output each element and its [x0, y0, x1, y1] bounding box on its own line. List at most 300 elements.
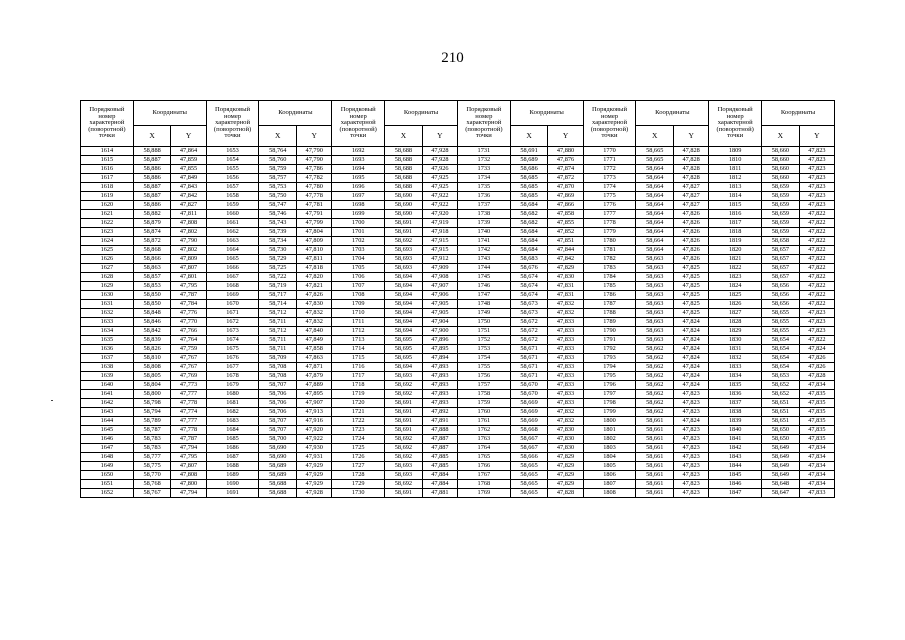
cell-x: 58,760	[259, 156, 297, 165]
table-row	[81, 273, 835, 282]
cell-x: 58,707	[259, 381, 297, 390]
cell-x: 58,688	[385, 165, 423, 174]
cell-y: 47,826	[674, 237, 709, 246]
cell-x: 58,657	[762, 246, 800, 255]
cell-y: 47,834	[799, 480, 834, 489]
cell-x: 58,684	[510, 246, 548, 255]
cell-y: 47,777	[171, 390, 206, 399]
header-y: Y	[171, 126, 206, 147]
cell-x: 58,664	[636, 228, 674, 237]
cell-y: 47,826	[674, 228, 709, 237]
cell-y: 47,790	[297, 156, 332, 165]
header-y: Y	[422, 126, 457, 147]
cell-y: 47,795	[171, 282, 206, 291]
cell-y: 47,830	[548, 435, 583, 444]
cell-point-number: 1745	[457, 273, 510, 282]
header-x: X	[636, 126, 674, 147]
cell-y: 47,823	[674, 399, 709, 408]
cell-x: 58,663	[636, 318, 674, 327]
cell-y: 47,870	[548, 183, 583, 192]
cell-point-number: 1831	[709, 345, 762, 354]
cell-point-number: 1847	[709, 489, 762, 498]
cell-x: 58,663	[636, 291, 674, 300]
cell-x: 58,676	[510, 264, 548, 273]
cell-y: 47,786	[297, 165, 332, 174]
cell-y: 47,829	[548, 480, 583, 489]
cell-x: 58,887	[133, 183, 171, 192]
cell-y: 47,832	[548, 408, 583, 417]
cell-x: 58,664	[636, 246, 674, 255]
cell-x: 58,691	[385, 426, 423, 435]
cell-x: 58,800	[133, 390, 171, 399]
cell-point-number: 1787	[583, 300, 636, 309]
cell-y: 47,887	[422, 435, 457, 444]
cell-x: 58,659	[762, 192, 800, 201]
cell-x: 58,694	[385, 300, 423, 309]
cell-x: 58,666	[510, 453, 548, 462]
cell-point-number: 1639	[81, 372, 134, 381]
cell-y: 47,828	[674, 156, 709, 165]
cell-y: 47,900	[422, 327, 457, 336]
cell-y: 47,859	[171, 156, 206, 165]
cell-y: 47,895	[297, 390, 332, 399]
cell-point-number: 1697	[332, 192, 385, 201]
cell-y: 47,855	[171, 165, 206, 174]
cell-x: 58,649	[762, 471, 800, 480]
table-row	[81, 426, 835, 435]
cell-x: 58,808	[133, 363, 171, 372]
cell-point-number: 1802	[583, 435, 636, 444]
table-row	[81, 489, 835, 498]
cell-y: 47,849	[171, 174, 206, 183]
cell-y: 47,833	[548, 363, 583, 372]
header-point-number: Порядковый номер характерной (поворотной) точки	[206, 101, 259, 147]
cell-y: 47,830	[548, 444, 583, 453]
cell-point-number: 1750	[457, 318, 510, 327]
header-coordinates: Координаты	[133, 101, 206, 126]
cell-point-number: 1685	[206, 435, 259, 444]
cell-y: 47,823	[674, 453, 709, 462]
cell-x: 58,842	[133, 327, 171, 336]
cell-point-number: 1692	[332, 147, 385, 156]
cell-point-number: 1691	[206, 489, 259, 498]
cell-x: 58,682	[510, 210, 548, 219]
cell-y: 47,920	[297, 426, 332, 435]
cell-point-number: 1675	[206, 345, 259, 354]
cell-x: 58,663	[636, 300, 674, 309]
cell-point-number: 1690	[206, 480, 259, 489]
cell-y: 47,810	[297, 246, 332, 255]
cell-point-number: 1770	[583, 147, 636, 156]
cell-x: 58,656	[762, 300, 800, 309]
cell-point-number: 1800	[583, 417, 636, 426]
cell-point-number: 1701	[332, 228, 385, 237]
cell-y: 47,822	[799, 291, 834, 300]
cell-point-number: 1653	[206, 147, 259, 156]
cell-x: 58,662	[636, 345, 674, 354]
cell-y: 47,773	[171, 381, 206, 390]
cell-y: 47,828	[674, 147, 709, 156]
header-point-number: Порядковый номер характерной (поворотной) точки	[457, 101, 510, 147]
cell-x: 58,826	[133, 345, 171, 354]
cell-point-number: 1729	[332, 480, 385, 489]
table-row	[81, 210, 835, 219]
cell-x: 58,657	[762, 255, 800, 264]
cell-x: 58,663	[636, 255, 674, 264]
cell-x: 58,661	[636, 471, 674, 480]
cell-x: 58,663	[636, 309, 674, 318]
cell-y: 47,824	[674, 345, 709, 354]
cell-x: 58,691	[385, 417, 423, 426]
table-row	[81, 147, 835, 156]
cell-x: 58,691	[385, 489, 423, 498]
cell-x: 58,664	[636, 183, 674, 192]
cell-y: 47,893	[422, 363, 457, 372]
table-row	[81, 219, 835, 228]
cell-point-number: 1824	[709, 282, 762, 291]
cell-x: 58,863	[133, 264, 171, 273]
cell-y: 47,928	[422, 147, 457, 156]
cell-x: 58,669	[510, 408, 548, 417]
cell-x: 58,662	[636, 390, 674, 399]
cell-point-number: 1669	[206, 291, 259, 300]
cell-y: 47,822	[799, 219, 834, 228]
cell-point-number: 1792	[583, 345, 636, 354]
cell-y: 47,780	[297, 183, 332, 192]
cell-point-number: 1674	[206, 336, 259, 345]
cell-point-number: 1747	[457, 291, 510, 300]
cell-x: 58,658	[762, 237, 800, 246]
cell-y: 47,887	[422, 444, 457, 453]
cell-x: 58,661	[636, 435, 674, 444]
cell-y: 47,925	[422, 174, 457, 183]
header-y: Y	[674, 126, 709, 147]
cell-x: 58,674	[510, 273, 548, 282]
cell-point-number: 1845	[709, 471, 762, 480]
cell-point-number: 1797	[583, 390, 636, 399]
cell-y: 47,892	[422, 408, 457, 417]
cell-point-number: 1807	[583, 480, 636, 489]
cell-y: 47,823	[674, 462, 709, 471]
cell-y: 47,824	[674, 354, 709, 363]
cell-y: 47,894	[422, 354, 457, 363]
header-point-number: Порядковый номер характерной (поворотной) точки	[81, 101, 134, 147]
cell-point-number: 1683	[206, 417, 259, 426]
cell-x: 58,654	[762, 345, 800, 354]
cell-point-number: 1777	[583, 210, 636, 219]
cell-point-number: 1773	[583, 174, 636, 183]
cell-x: 58,665	[510, 471, 548, 480]
cell-point-number: 1716	[332, 363, 385, 372]
cell-x: 58,691	[385, 408, 423, 417]
cell-point-number: 1843	[709, 453, 762, 462]
cell-x: 58,648	[762, 480, 800, 489]
cell-y: 47,895	[422, 345, 457, 354]
cell-y: 47,831	[548, 282, 583, 291]
table-row	[81, 462, 835, 471]
cell-point-number: 1665	[206, 255, 259, 264]
cell-point-number: 1841	[709, 435, 762, 444]
cell-point-number: 1634	[81, 327, 134, 336]
cell-y: 47,826	[674, 255, 709, 264]
cell-point-number: 1720	[332, 399, 385, 408]
cell-point-number: 1689	[206, 471, 259, 480]
cell-x: 58,692	[385, 390, 423, 399]
header-coordinates: Координаты	[510, 101, 583, 126]
cell-y: 47,782	[297, 174, 332, 183]
cell-point-number: 1818	[709, 228, 762, 237]
cell-point-number: 1822	[709, 264, 762, 273]
cell-y: 47,825	[674, 264, 709, 273]
cell-y: 47,825	[674, 300, 709, 309]
cell-y: 47,767	[171, 363, 206, 372]
table-row	[81, 390, 835, 399]
cell-y: 47,759	[171, 345, 206, 354]
cell-y: 47,833	[548, 327, 583, 336]
cell-y: 47,823	[799, 309, 834, 318]
coordinates-table	[80, 100, 835, 498]
header-x: X	[133, 126, 171, 147]
cell-point-number: 1778	[583, 219, 636, 228]
cell-x: 58,690	[385, 192, 423, 201]
cell-x: 58,664	[636, 237, 674, 246]
cell-point-number: 1679	[206, 381, 259, 390]
table-row	[81, 237, 835, 246]
cell-y: 47,823	[674, 489, 709, 498]
cell-x: 58,684	[510, 201, 548, 210]
header-x: X	[510, 126, 548, 147]
cell-y: 47,823	[674, 444, 709, 453]
cell-x: 58,691	[385, 228, 423, 237]
cell-x: 58,659	[762, 183, 800, 192]
cell-x: 58,711	[259, 345, 297, 354]
table-row	[81, 372, 835, 381]
cell-y: 47,907	[422, 282, 457, 291]
cell-y: 47,884	[422, 471, 457, 480]
cell-y: 47,778	[297, 192, 332, 201]
cell-y: 47,824	[674, 318, 709, 327]
cell-point-number: 1615	[81, 156, 134, 165]
cell-point-number: 1702	[332, 237, 385, 246]
cell-y: 47,928	[422, 156, 457, 165]
table-row	[81, 309, 835, 318]
cell-point-number: 1808	[583, 489, 636, 498]
cell-y: 47,874	[548, 165, 583, 174]
cell-y: 47,871	[297, 363, 332, 372]
cell-x: 58,747	[259, 201, 297, 210]
cell-y: 47,826	[674, 210, 709, 219]
cell-y: 47,904	[422, 318, 457, 327]
cell-point-number: 1784	[583, 273, 636, 282]
cell-y: 47,885	[422, 462, 457, 471]
cell-point-number: 1711	[332, 318, 385, 327]
cell-x: 58,689	[510, 156, 548, 165]
cell-y: 47,808	[171, 219, 206, 228]
cell-point-number: 1616	[81, 165, 134, 174]
cell-x: 58,673	[510, 300, 548, 309]
cell-x: 58,692	[385, 435, 423, 444]
cell-point-number: 1823	[709, 273, 762, 282]
cell-point-number: 1640	[81, 381, 134, 390]
cell-point-number: 1755	[457, 363, 510, 372]
cell-x: 58,662	[636, 381, 674, 390]
cell-point-number: 1794	[583, 363, 636, 372]
cell-x: 58,711	[259, 318, 297, 327]
cell-y: 47,823	[799, 156, 834, 165]
cell-x: 58,729	[259, 255, 297, 264]
cell-point-number: 1717	[332, 372, 385, 381]
cell-y: 47,919	[422, 219, 457, 228]
cell-y: 47,880	[548, 147, 583, 156]
cell-point-number: 1757	[457, 381, 510, 390]
cell-x: 58,665	[636, 156, 674, 165]
cell-y: 47,811	[297, 255, 332, 264]
cell-x: 58,662	[636, 399, 674, 408]
cell-y: 47,843	[171, 183, 206, 192]
cell-y: 47,928	[297, 489, 332, 498]
cell-point-number: 1842	[709, 444, 762, 453]
cell-point-number: 1748	[457, 300, 510, 309]
cell-point-number: 1728	[332, 471, 385, 480]
cell-point-number: 1696	[332, 183, 385, 192]
cell-x: 58,692	[385, 237, 423, 246]
cell-x: 58,663	[636, 273, 674, 282]
table-row	[81, 336, 835, 345]
cell-point-number: 1700	[332, 219, 385, 228]
cell-y: 47,828	[674, 165, 709, 174]
cell-y: 47,774	[171, 408, 206, 417]
cell-x: 58,661	[636, 426, 674, 435]
cell-y: 47,801	[171, 273, 206, 282]
cell-point-number: 1742	[457, 246, 510, 255]
cell-x: 58,775	[133, 462, 171, 471]
cell-y: 47,767	[171, 354, 206, 363]
cell-x: 58,764	[259, 147, 297, 156]
cell-point-number: 1645	[81, 426, 134, 435]
cell-x: 58,783	[133, 435, 171, 444]
cell-x: 58,660	[762, 156, 800, 165]
cell-point-number: 1796	[583, 381, 636, 390]
cell-y: 47,828	[548, 489, 583, 498]
cell-point-number: 1754	[457, 354, 510, 363]
cell-y: 47,833	[548, 381, 583, 390]
cell-point-number: 1686	[206, 444, 259, 453]
cell-x: 58,886	[133, 165, 171, 174]
cell-y: 47,893	[422, 399, 457, 408]
cell-point-number: 1827	[709, 309, 762, 318]
cell-y: 47,858	[548, 210, 583, 219]
cell-x: 58,685	[510, 183, 548, 192]
cell-x: 58,691	[385, 399, 423, 408]
cell-y: 47,834	[799, 453, 834, 462]
cell-y: 47,827	[674, 183, 709, 192]
cell-y: 47,825	[674, 309, 709, 318]
cell-point-number: 1715	[332, 354, 385, 363]
cell-x: 58,848	[133, 309, 171, 318]
cell-x: 58,649	[762, 462, 800, 471]
cell-point-number: 1625	[81, 246, 134, 255]
cell-y: 47,795	[171, 453, 206, 462]
cell-y: 47,822	[799, 210, 834, 219]
cell-point-number: 1638	[81, 363, 134, 372]
table-row	[81, 282, 835, 291]
cell-point-number: 1788	[583, 309, 636, 318]
table-row	[81, 201, 835, 210]
cell-point-number: 1723	[332, 426, 385, 435]
cell-x: 58,787	[133, 426, 171, 435]
cell-point-number: 1636	[81, 345, 134, 354]
cell-y: 47,820	[297, 273, 332, 282]
cell-y: 47,787	[171, 291, 206, 300]
cell-point-number: 1626	[81, 255, 134, 264]
cell-x: 58,670	[510, 381, 548, 390]
cell-x: 58,688	[385, 156, 423, 165]
cell-point-number: 1761	[457, 417, 510, 426]
cell-x: 58,672	[510, 327, 548, 336]
header-y: Y	[799, 126, 834, 147]
cell-x: 58,690	[385, 201, 423, 210]
cell-point-number: 1666	[206, 264, 259, 273]
cell-y: 47,824	[674, 372, 709, 381]
cell-x: 58,657	[762, 264, 800, 273]
cell-x: 58,685	[510, 174, 548, 183]
cell-y: 47,811	[171, 210, 206, 219]
cell-x: 58,655	[762, 309, 800, 318]
cell-x: 58,882	[133, 210, 171, 219]
table-row	[81, 399, 835, 408]
cell-x: 58,693	[385, 462, 423, 471]
cell-point-number: 1803	[583, 444, 636, 453]
cell-y: 47,823	[674, 435, 709, 444]
cell-point-number: 1768	[457, 480, 510, 489]
cell-x: 58,653	[762, 372, 800, 381]
cell-x: 58,712	[259, 309, 297, 318]
cell-point-number: 1756	[457, 372, 510, 381]
header-coordinates: Координаты	[762, 101, 835, 126]
cell-y: 47,832	[548, 300, 583, 309]
cell-x: 58,694	[385, 318, 423, 327]
cell-point-number: 1783	[583, 264, 636, 273]
cell-point-number: 1630	[81, 291, 134, 300]
cell-point-number: 1682	[206, 408, 259, 417]
cell-y: 47,922	[297, 435, 332, 444]
cell-point-number: 1763	[457, 435, 510, 444]
cell-x: 58,668	[510, 426, 548, 435]
cell-point-number: 1646	[81, 435, 134, 444]
cell-point-number: 1658	[206, 192, 259, 201]
cell-y: 47,929	[297, 480, 332, 489]
cell-y: 47,821	[297, 282, 332, 291]
cell-point-number: 1706	[332, 273, 385, 282]
cell-x: 58,734	[259, 237, 297, 246]
cell-x: 58,707	[259, 426, 297, 435]
cell-y: 47,832	[548, 417, 583, 426]
cell-y: 47,832	[297, 318, 332, 327]
cell-x: 58,783	[133, 444, 171, 453]
cell-point-number: 1833	[709, 363, 762, 372]
cell-y: 47,787	[171, 435, 206, 444]
cell-point-number: 1805	[583, 462, 636, 471]
table-row	[81, 183, 835, 192]
cell-x: 58,810	[133, 354, 171, 363]
cell-point-number: 1804	[583, 453, 636, 462]
cell-point-number: 1838	[709, 408, 762, 417]
table-body	[81, 147, 835, 498]
cell-x: 58,673	[510, 309, 548, 318]
cell-x: 58,654	[762, 336, 800, 345]
cell-point-number: 1656	[206, 174, 259, 183]
cell-x: 58,839	[133, 336, 171, 345]
